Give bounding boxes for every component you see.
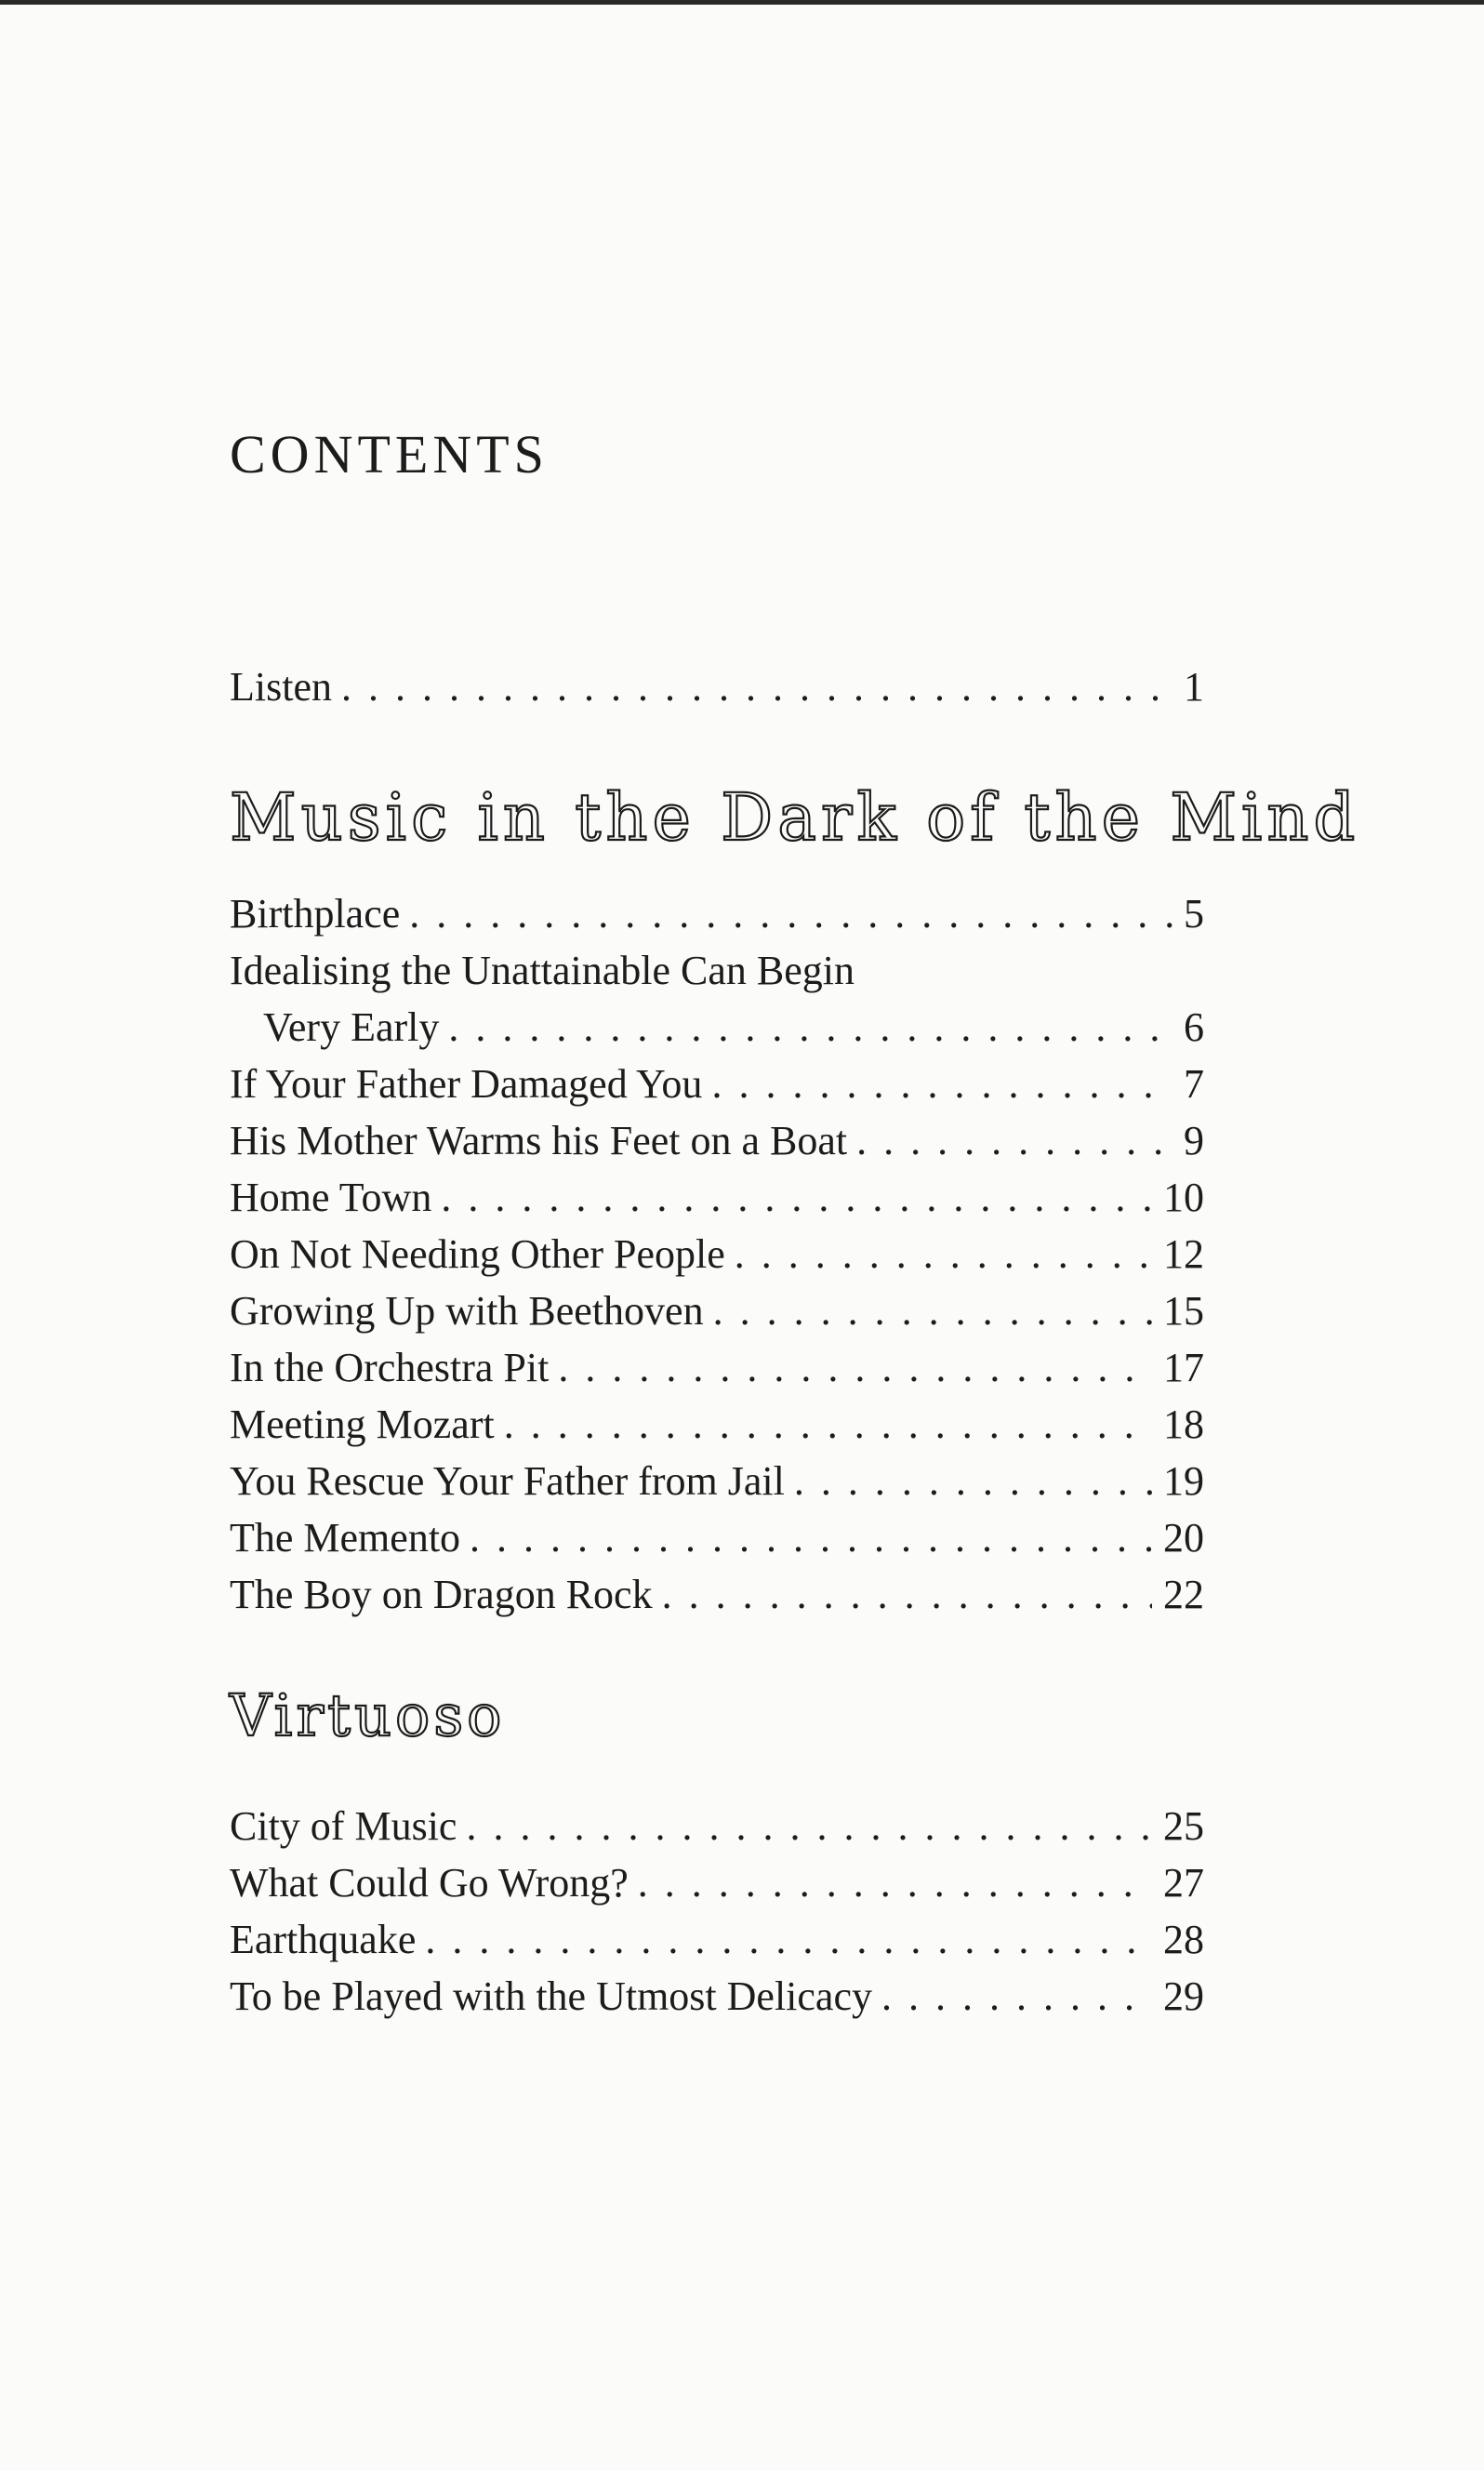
dot-leader [504, 1396, 1152, 1453]
toc-entry-line-2[interactable] [230, 999, 1204, 1056]
entry-title: Birthplace [230, 891, 401, 937]
dot-leader [794, 1453, 1152, 1509]
entry-page-number: 9 [1184, 1118, 1204, 1163]
entry-page-number: 15 [1163, 1288, 1204, 1334]
dot-leader [441, 1169, 1152, 1226]
entry-title: City of Music [230, 1803, 457, 1849]
toc-intro [230, 658, 1204, 715]
entry-page-number: 19 [1163, 1458, 1204, 1504]
entry-page-number: 12 [1163, 1231, 1204, 1277]
entry-title: His Mother Warms his Feet on a Boat [230, 1118, 848, 1163]
entry-title: Home Town [230, 1175, 432, 1220]
toc-entry[interactable] [230, 885, 1204, 942]
toc-entry[interactable] [230, 1911, 1204, 1968]
entry-page-number: 20 [1163, 1515, 1204, 1561]
dot-leader [735, 1226, 1152, 1282]
entry-title-continued: Very Early [263, 1004, 440, 1050]
dot-leader [558, 1339, 1152, 1396]
section-heading-virtuoso: Virtuoso [230, 1681, 506, 1749]
toc-entry[interactable] [230, 1339, 1204, 1396]
dot-leader [638, 1854, 1152, 1911]
toc-entry[interactable] [230, 1282, 1204, 1339]
dot-leader [409, 885, 1173, 942]
entry-page-number: 10 [1163, 1175, 1204, 1220]
entry-page-number: 22 [1163, 1572, 1204, 1617]
dot-leader [470, 1509, 1152, 1566]
entry-title: To be Played with the Utmost Delicacy [230, 1973, 872, 2019]
dot-leader [466, 1798, 1152, 1854]
entry-page-number: 7 [1184, 1061, 1204, 1107]
toc-entry[interactable] [230, 1798, 1204, 1854]
page-title: CONTENTS [230, 424, 549, 485]
dot-leader [713, 1282, 1152, 1339]
entry-page-number: 18 [1163, 1402, 1204, 1447]
toc-entry[interactable] [230, 1112, 1204, 1169]
dot-leader [662, 1566, 1152, 1623]
entry-page-number: 27 [1163, 1860, 1204, 1906]
entry-page-number: 5 [1184, 891, 1204, 937]
entry-title: Growing Up with Beethoven [230, 1288, 704, 1334]
toc-entry-line-1[interactable] [230, 942, 1204, 999]
entry-page-number: 6 [1184, 1004, 1204, 1050]
entry-title: If Your Father Damaged You [230, 1061, 703, 1107]
entry-page-number: 1 [1184, 664, 1204, 710]
toc-entry[interactable] [230, 1226, 1204, 1282]
toc-entry[interactable] [230, 1396, 1204, 1453]
entry-title: The Memento [230, 1515, 461, 1561]
toc-entry[interactable] [230, 1453, 1204, 1509]
entry-title: Meeting Mozart [230, 1402, 495, 1447]
dot-leader [711, 1056, 1173, 1112]
toc-entry[interactable] [230, 1169, 1204, 1226]
entry-title: You Rescue Your Father from Jail [230, 1458, 785, 1504]
toc-section-1 [230, 885, 1204, 1623]
entry-title: Listen [230, 664, 332, 710]
entry-page-number: 28 [1163, 1917, 1204, 1962]
dot-leader [425, 1911, 1152, 1968]
entry-title: The Boy on Dragon Rock [230, 1572, 653, 1617]
dot-leader [448, 999, 1173, 1056]
toc-entry[interactable] [230, 1854, 1204, 1911]
toc-section-2 [230, 1798, 1204, 2025]
page-top-edge [0, 0, 1484, 5]
entry-title: In the Orchestra Pit [230, 1345, 550, 1390]
entry-page-number: 29 [1163, 1973, 1204, 2019]
entry-title: Idealising the Unattainable Can Begin [230, 948, 855, 993]
entry-page-number: 17 [1163, 1345, 1204, 1390]
entry-page-number: 25 [1163, 1803, 1204, 1849]
toc-entry[interactable] [230, 658, 1204, 715]
section-heading-music-in-the-dark: Music in the Dark of the Mind [230, 779, 1360, 856]
entry-title: What Could Go Wrong? [230, 1860, 629, 1906]
dot-leader [341, 658, 1173, 715]
entry-title: On Not Needing Other People [230, 1231, 725, 1277]
dot-leader [881, 1968, 1152, 2025]
toc-entry[interactable] [230, 1968, 1204, 2025]
toc-entry[interactable] [230, 1566, 1204, 1623]
dot-leader [856, 1112, 1173, 1169]
toc-entry[interactable] [230, 1056, 1204, 1112]
entry-title: Earthquake [230, 1917, 417, 1962]
toc-entry[interactable] [230, 1509, 1204, 1566]
